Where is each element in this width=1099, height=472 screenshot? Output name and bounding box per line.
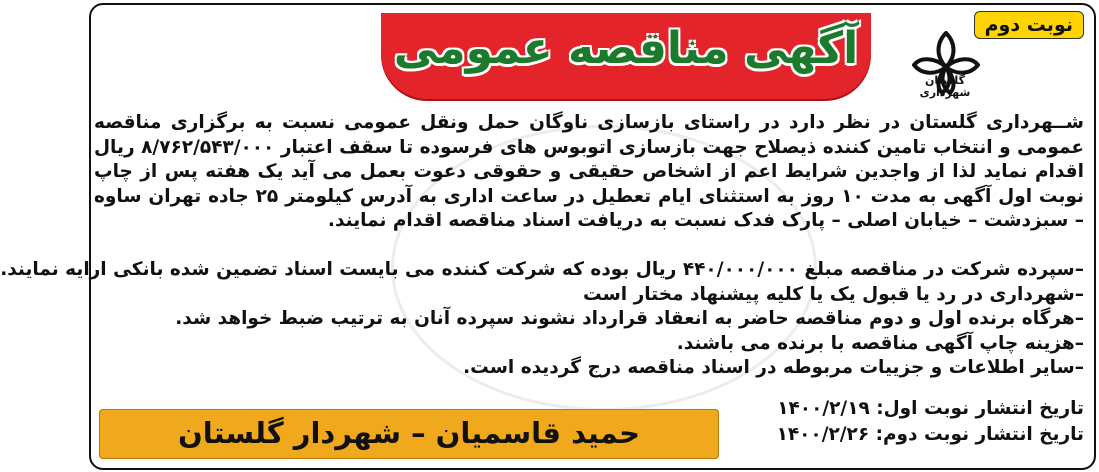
page-title: آگهی مناقصه عمومی: [393, 23, 859, 74]
logo-text: [912, 75, 978, 99]
second-publication-date: تاریخ انتشار نوبت دوم: ۱۴۰۰/۲/۲۶: [776, 424, 1084, 445]
title-banner: [381, 13, 871, 99]
body-paragraph: شــهرداری گلستان در نظر دارد در راستای بازسازی ناوگان حمل ونقل عمومی نسبت به برگزاری مناقصه عمومی و انتخاب تامین کننده ذیصلاح جهت بازسازی اتوبوس های فرسوده تا سقف اعتبار ۸/۷۶۲/۵۴۳/۰۰۰ ریال اقدام نماید لذا از واجدین شرایط اعم از اشخاص حقیقی و حقوقی دعوت بعمل می آید یک هفته پس از چاپ نوبت اول آگهی به مدت ۱۰ روز به استثنای ایام تعطیل در ساعت اداری به آدرس کیلومتر ۲۵ جاده تهران ساوه – سبزدشت – خیابان اصلی – پارک فدک نسبت به دریافت اسناد مناقصه اقدام نمایند.: [94, 112, 1084, 232]
signature-text: حمید قاسمیان – شهردار گلستان: [177, 416, 641, 450]
publication-dates: [724, 396, 1084, 448]
signature-box: [99, 409, 719, 459]
list-item: –سپرده شرکت در مناقصه مبلغ ۴۴۰/۰۰۰/۰۰۰ ریال بوده که شرکت کننده می بایست اسناد تضمین شده بانکی ارایه نمایند.: [0, 259, 1084, 280]
list-item: –هزینه چاپ آگهی مناقصه با برنده می باشند.: [676, 332, 1084, 354]
golestan-flower-logo-icon: [906, 27, 986, 113]
first-publication-date: تاریخ انتشار نوبت اول: ۱۴۰۰/۲/۱۹: [777, 398, 1084, 419]
list-item: –هرگاه برنده اول و دوم مناقصه حاضر به انعقاد قرارداد نشوند سپرده آنان به ترتیب ضبط خواهد شد.: [175, 308, 1084, 330]
list-item: –سایر اطلاعات و جزییات مربوطه در اسناد مناقصه درج گردیده است.: [463, 357, 1084, 379]
conditions-list: [0, 258, 1084, 381]
notice-frame: [0, 3, 1096, 470]
list-item: –شهرداری در رد یا قبول یک یا کلیه پیشنهاد مختار است: [583, 283, 1084, 305]
logo-text-line2: شهرداری: [919, 86, 971, 99]
logo-text-line1: گلستان: [924, 74, 966, 87]
notice-body: [94, 111, 1084, 234]
round-tag: نوبت دوم: [974, 11, 1084, 39]
